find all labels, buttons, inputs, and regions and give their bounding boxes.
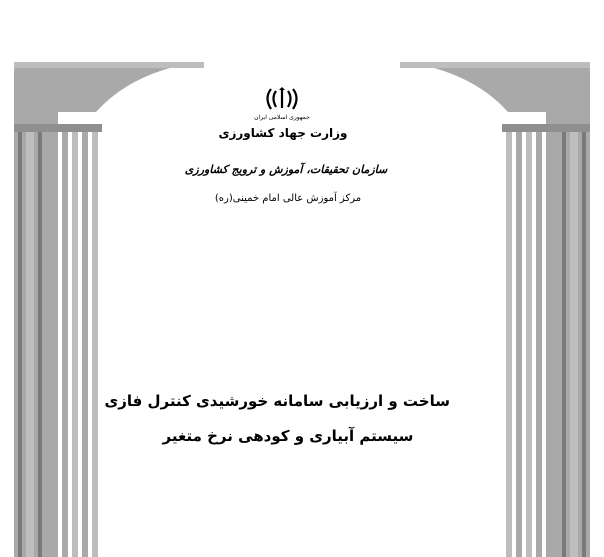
right-column-5: [526, 132, 532, 557]
ministry-name: وزارت جهاد کشاورزی: [218, 126, 348, 140]
right-column-3: [562, 132, 566, 557]
left-column-cap: [14, 124, 102, 132]
left-column-7: [92, 132, 98, 557]
iran-emblem-icon: [262, 86, 302, 114]
left-column-2: [26, 132, 34, 557]
left-column-6: [82, 132, 88, 557]
document-title-line-1: ساخت و ارزیابی سامانه خورشیدی کنترل فازی: [104, 392, 450, 410]
organization-name: سازمان تحقیقات، آموزش و ترویج کشاورزی: [184, 163, 388, 176]
emblem-caption: جمهوری اسلامی ایران: [254, 114, 310, 121]
right-column-6: [516, 132, 522, 557]
right-column-cap: [502, 124, 590, 132]
document-title-line-2: سیستم آبیاری و کودهی نرخ متغیر: [162, 427, 414, 445]
right-column-7: [506, 132, 512, 557]
left-column-3: [38, 132, 42, 557]
center-name: مرکز آموزش عالی امام خمینی(ره): [214, 193, 362, 204]
top-stripe-right: [400, 62, 590, 68]
left-column-5: [72, 132, 78, 557]
top-stripe-left: [14, 62, 204, 68]
left-column-4: [62, 132, 68, 557]
right-column-2: [570, 132, 578, 557]
left-column-1: [18, 132, 22, 557]
right-column-4: [536, 132, 542, 557]
right-column-1: [582, 132, 586, 557]
